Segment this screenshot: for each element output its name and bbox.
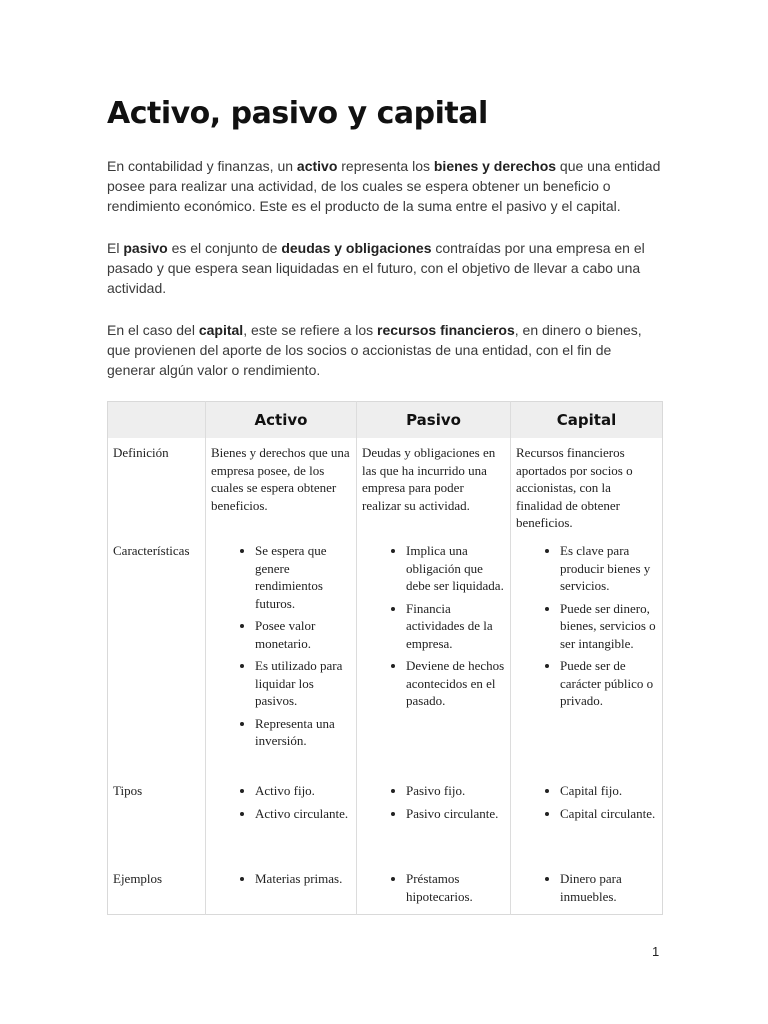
list-item: • Implica una obligación que debe ser liquidada. [406, 542, 505, 595]
list-item: • Es clave para producir bienes y servicios. [560, 542, 657, 595]
list-item: • Materias primas. [255, 870, 351, 888]
cell-capital-tipos [511, 776, 663, 864]
row-label: Definición [113, 445, 169, 460]
cell-activo-definicion: Bienes y derechos que una empresa posee, de los cuales se espera obtener beneficios. [206, 438, 357, 536]
list-item: • Dinero para inmuebles. [560, 870, 657, 905]
bold-term: deudas y obligaciones [281, 240, 432, 256]
page-title: Activo, pasivo y capital [107, 96, 488, 131]
bold-term: pasivo [123, 240, 168, 256]
header-empty [108, 402, 206, 439]
list-item: • Financia actividades de la empresa. [406, 600, 505, 653]
header-capital: Capital [511, 402, 663, 439]
row-label: Tipos [113, 783, 143, 798]
list-item: • Préstamos hipotecarios. [406, 870, 505, 905]
cell-activo-tipos [206, 776, 357, 864]
list-item: • Puede ser de carácter público o privado. [560, 657, 657, 710]
list-item: • Se espera que genere rendimientos futuros. [255, 542, 351, 612]
list-item: • Pasivo circulante. [406, 805, 505, 823]
row-ejemplos [108, 864, 663, 915]
row-tipos [108, 776, 663, 864]
list-item: • Capital circulante. [560, 805, 657, 823]
cell-capital-caracteristicas [511, 536, 663, 776]
bullet-list [516, 870, 657, 905]
paragraph-capital: En el caso del capital, este se refiere a los recursos financieros, en dinero o bienes, que provienen del aporte de los socios o accionistas de una entidad, con el fin de generar algún valor o rendimiento. [107, 322, 642, 378]
row-definicion [108, 438, 663, 536]
cell-pasivo-ejemplos [357, 864, 511, 915]
list-item: • Es utilizado para liquidar los pasivos. [255, 657, 351, 710]
table-header-row [108, 402, 663, 439]
bullet-list [362, 870, 505, 905]
paragraph-pasivo: El pasivo es el conjunto de deudas y obligaciones contraídas por una empresa en el pasado y que espera sean liquidadas en el futuro, con el objetivo de llevar a cabo una actividad. [107, 240, 645, 296]
header-activo: Activo [206, 402, 357, 439]
bold-term: recursos financieros [377, 322, 515, 338]
bullet-list [516, 542, 657, 710]
list-item: • Representa una inversión. [255, 715, 351, 750]
row-label: Características [113, 543, 190, 558]
cell-pasivo-definicion: Deudas y obligaciones en las que ha incurrido una empresa para poder realizar su actividad. [357, 438, 511, 536]
bold-term: activo [296, 158, 338, 174]
comparison-table [107, 401, 663, 915]
list-item: • Capital fijo. [560, 782, 657, 800]
cell-pasivo-tipos [357, 776, 511, 864]
list-item: • Posee valor monetario. [255, 617, 351, 652]
list-item: • Activo fijo. [255, 782, 351, 800]
list-item: • Deviene de hechos acontecidos en el pasado. [406, 657, 505, 710]
cell-pasivo-caracteristicas [357, 536, 511, 776]
list-item: • Puede ser dinero, bienes, servicios o ser intangible. [560, 600, 657, 653]
paragraph-activo: En contabilidad y finanzas, un activo representa los bienes y derechos que una entidad posee para realizar una actividad, de los cuales se espera obtener un beneficio o rendimiento económico. Este es el producto de la suma entre el pasivo y el capital. [107, 158, 661, 214]
cell-capital-definicion: Recursos financieros aportados por socios o accionistas, con la finalidad de obtener beneficios. [511, 438, 663, 536]
bullet-list [211, 870, 351, 888]
cell-capital-ejemplos [511, 864, 663, 915]
page-number: 1 [652, 944, 660, 959]
bullet-list [211, 782, 351, 822]
bold-term: bienes y derechos [433, 158, 557, 174]
bullet-list [516, 782, 657, 822]
list-item: • Pasivo fijo. [406, 782, 505, 800]
bullet-list [362, 782, 505, 822]
bullet-list [211, 542, 351, 750]
row-caracteristicas [108, 536, 663, 776]
cell-activo-ejemplos [206, 864, 357, 915]
header-pasivo: Pasivo [357, 402, 511, 439]
bold-term: capital [198, 322, 244, 338]
list-item: • Activo circulante. [255, 805, 351, 823]
cell-activo-caracteristicas [206, 536, 357, 776]
row-label: Ejemplos [113, 871, 163, 886]
bullet-list [362, 542, 505, 710]
